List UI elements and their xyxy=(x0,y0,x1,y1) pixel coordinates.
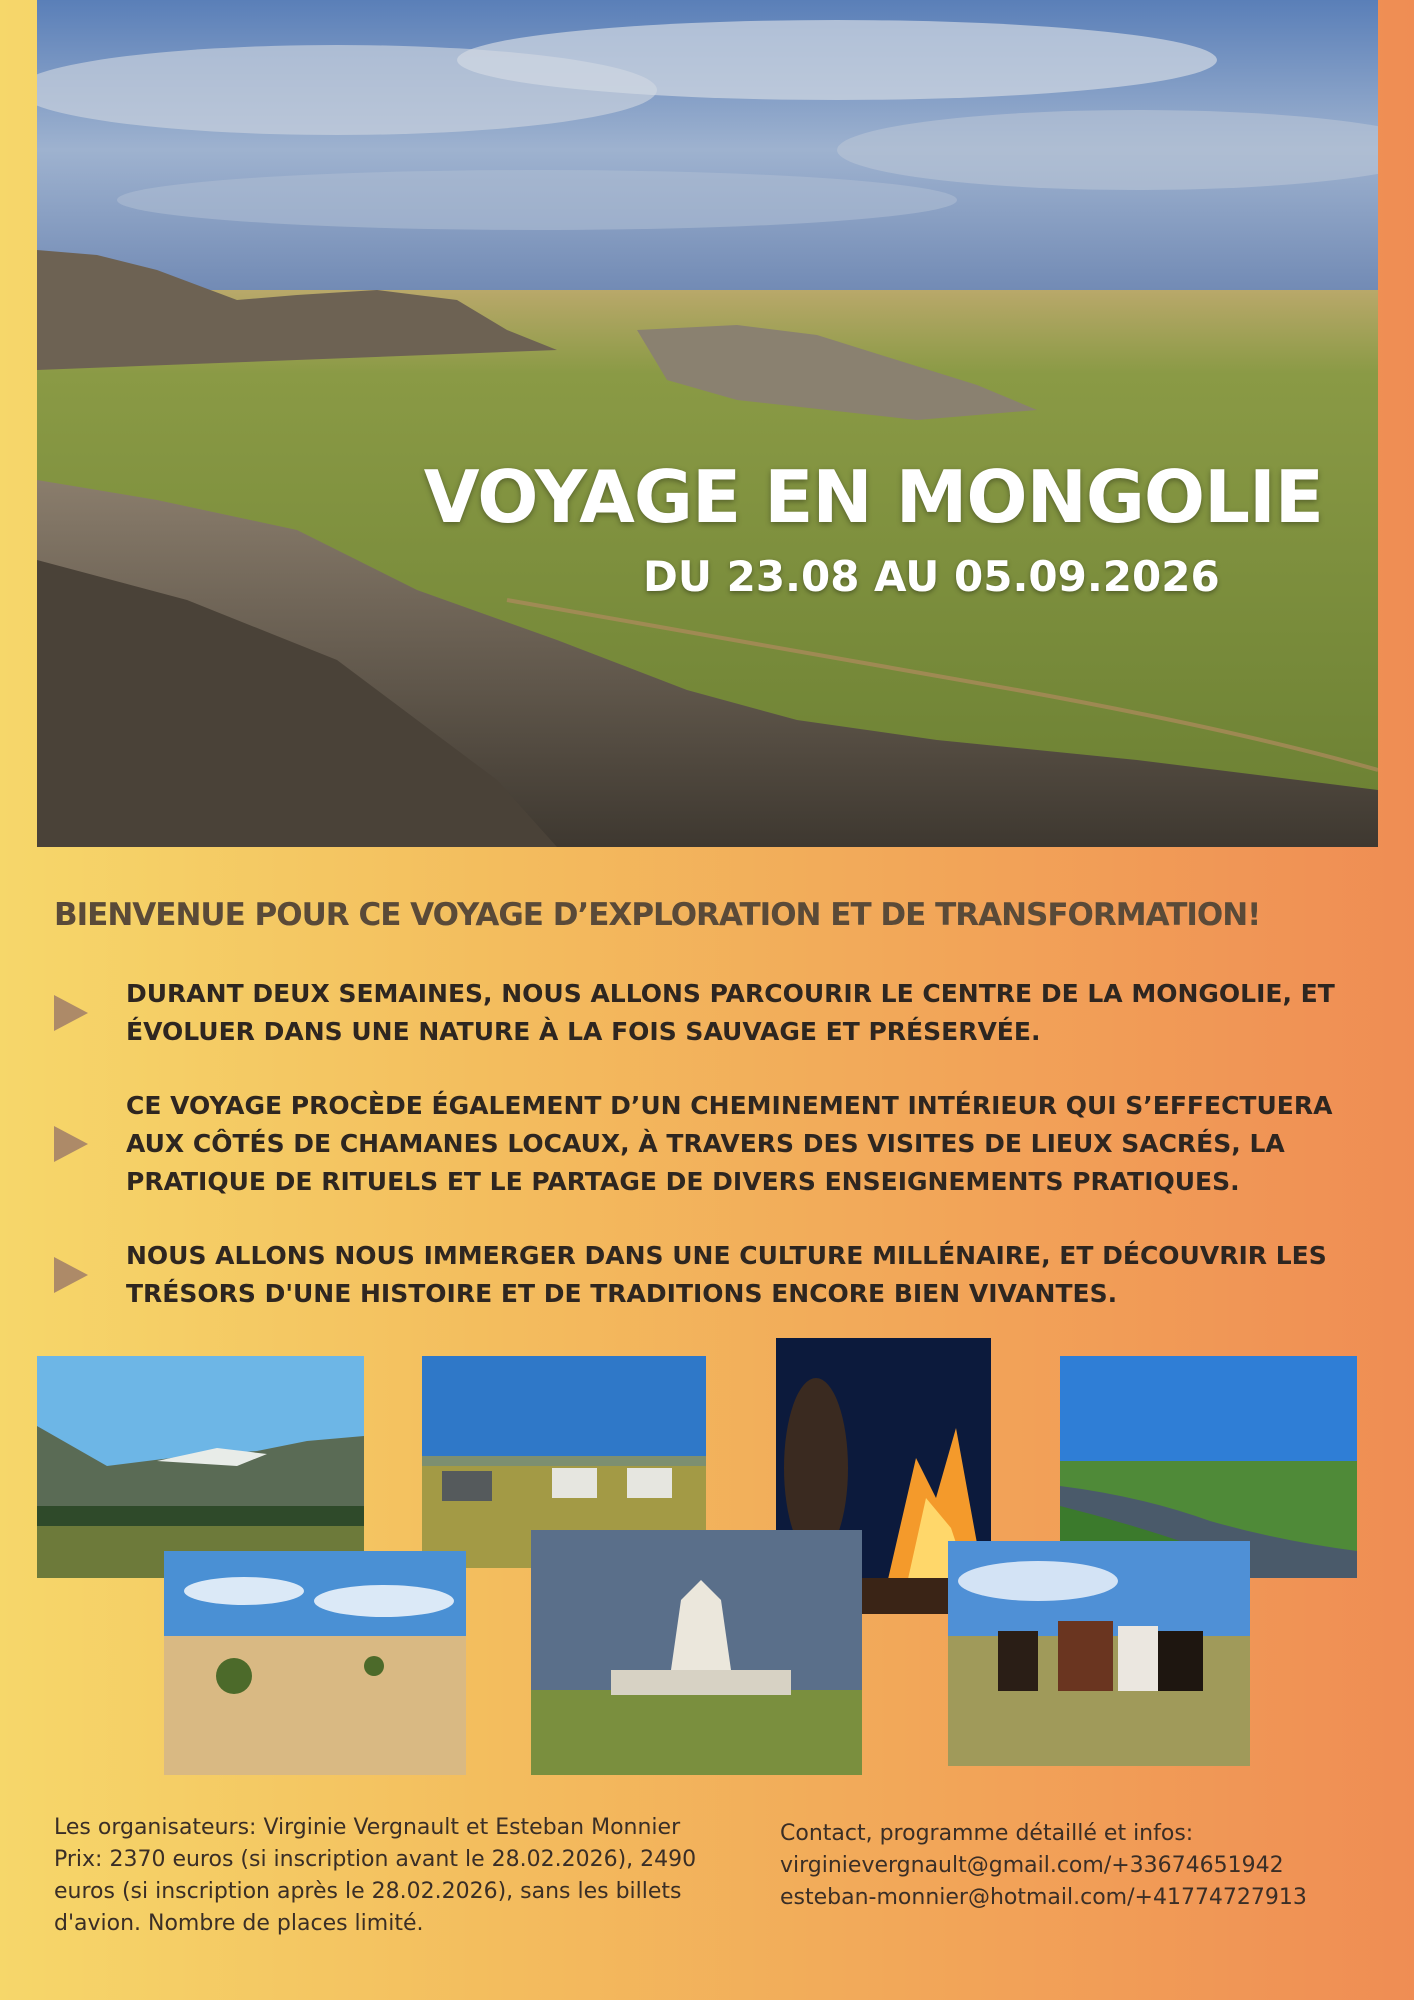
intro-bullet-item xyxy=(54,1237,1354,1313)
contact-info xyxy=(780,1818,1340,1914)
hero-dates: DU 23.08 AU 05.09.2026 xyxy=(643,552,1220,601)
hero-photo xyxy=(37,0,1378,847)
contact-esteban[interactable]: esteban-monnier@hotmail.com/+41774727913 xyxy=(780,1885,1307,1910)
sand-dunes-photo xyxy=(164,1551,466,1775)
intro-bullet-text: DURANT DEUX SEMAINES, NOUS ALLONS PARCOURIR LE CENTRE DE LA MONGOLIE, ET ÉVOLUER DANS UNE NATURE À LA FOIS SAUVAGE ET PRÉSERVÉE. xyxy=(126,979,1335,1046)
organizer-info xyxy=(54,1812,704,1940)
triangle-bullet-icon xyxy=(54,1257,88,1293)
triangle-bullet-icon xyxy=(54,995,88,1031)
contact-virginie[interactable]: virginievergnault@gmail.com/+33674651942 xyxy=(780,1853,1284,1878)
steppe-landscape-image xyxy=(37,0,1378,847)
mountain-valley-photo xyxy=(37,1356,364,1578)
intro-bullet-list xyxy=(54,975,1354,1349)
price-text: Prix: 2370 euros (si inscription avant le 28.02.2026), 2490 euros (si inscription après le 28.02.2026), sans les billets d'avion. Nombre de places limité. xyxy=(54,1847,697,1936)
hero-title: VOYAGE EN MONGOLIE xyxy=(423,455,1323,539)
intro-bullet-item xyxy=(54,1087,1354,1201)
intro-bullet-item xyxy=(54,975,1354,1051)
welcome-heading: BIENVENUE POUR CE VOYAGE D’EXPLORATION ET DE TRANSFORMATION! xyxy=(54,897,1261,933)
horses-photo xyxy=(948,1541,1250,1766)
contact-label: Contact, programme détaillé et infos: xyxy=(780,1821,1194,1846)
intro-bullet-text: NOUS ALLONS NOUS IMMERGER DANS UNE CULTURE MILLÉNAIRE, ET DÉCOUVRIR LES TRÉSORS D'UNE HISTOIRE ET DE TRADITIONS ENCORE BIEN VIVANTES. xyxy=(126,1241,1327,1308)
intro-bullet-text: CE VOYAGE PROCÈDE ÉGALEMENT D’UN CHEMINEMENT INTÉRIEUR QUI S’EFFECTUERA AUX CÔTÉS DE CHAMANES LOCAUX, À TRAVERS DES VISITES DE LIEUX SACRÉS, LA PRATIQUE DE RITUELS ET LE PARTAGE DE DIVERS ENSEIGNEMENTS PRATIQUES. xyxy=(126,1091,1333,1196)
triangle-bullet-icon xyxy=(54,1126,88,1162)
organizers-text: Les organisateurs: Virginie Vergnault et Esteban Monnier xyxy=(54,1815,681,1840)
stupa-monastery-photo xyxy=(531,1530,862,1775)
